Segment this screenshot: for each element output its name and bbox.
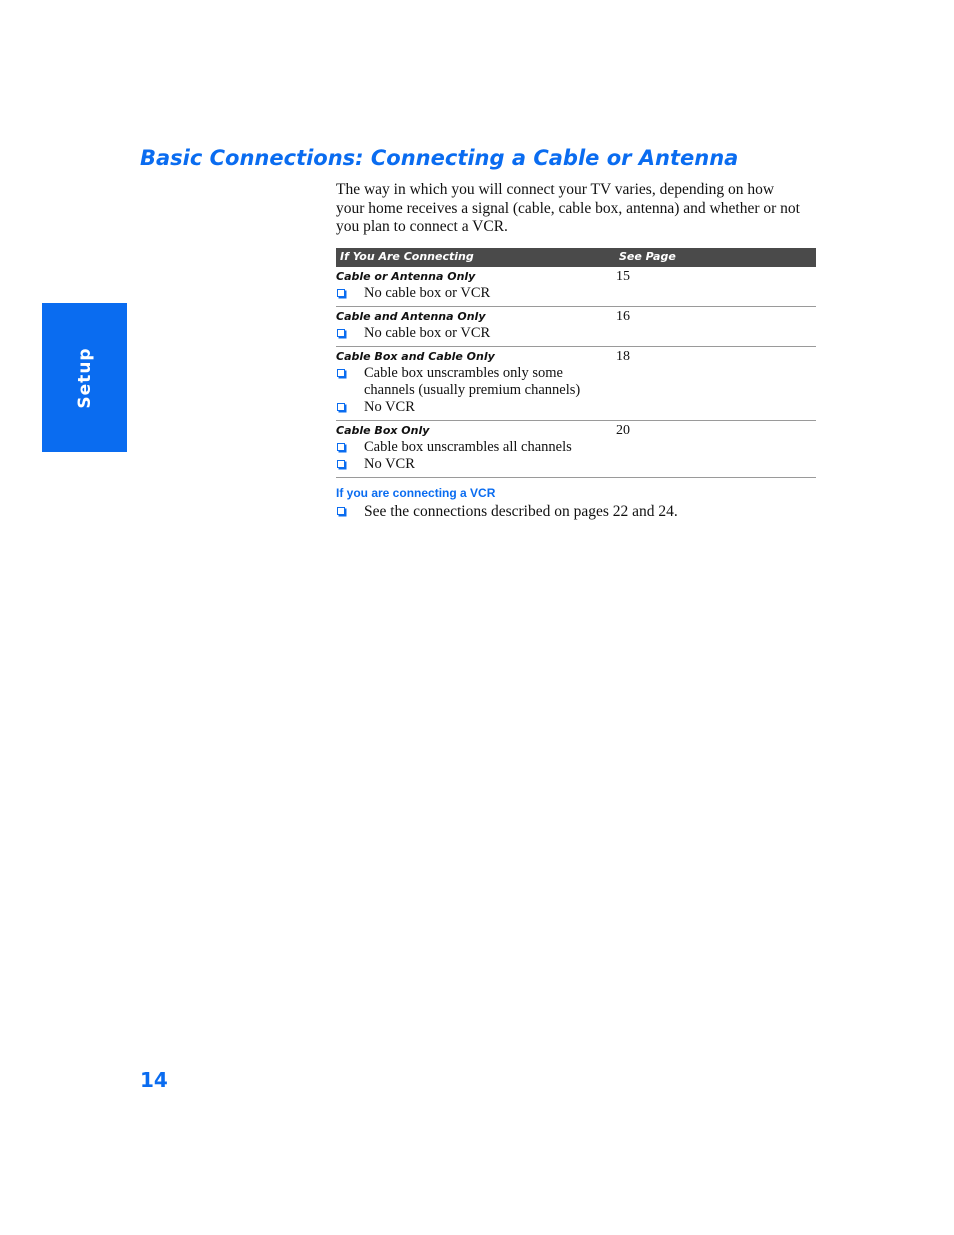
list-item: No VCR [336, 399, 611, 416]
table-row [336, 267, 816, 307]
row-page-number: 20 [616, 423, 630, 438]
table-row [336, 307, 816, 347]
table-header [336, 248, 816, 267]
row-label: Cable Box and Cable Only [336, 350, 495, 363]
row-label: Cable Box Only [336, 424, 430, 437]
page-title: Basic Connections: Connecting a Cable or Antenna [140, 146, 739, 170]
checkbox-bullet-icon [337, 289, 345, 297]
column-header-connecting: If You Are Connecting [340, 250, 474, 263]
row-page-number: 18 [616, 349, 630, 364]
row-bullet-list [336, 365, 611, 416]
checkbox-bullet-icon [337, 329, 345, 337]
row-page-number: 16 [616, 309, 630, 324]
list-item: Cable box unscrambles only some channels (usually premium channels) [336, 365, 611, 399]
checkbox-bullet-icon [337, 507, 345, 515]
list-item: No cable box or VCR [336, 285, 611, 302]
list-item: No cable box or VCR [336, 325, 611, 342]
table-row [336, 347, 816, 421]
row-bullet-list [336, 325, 611, 342]
vcr-section-heading: If you are connecting a VCR [336, 486, 496, 500]
section-tab-label: Setup [74, 346, 95, 409]
list-item: No VCR [336, 456, 611, 473]
row-bullet-list [336, 285, 611, 302]
checkbox-bullet-icon [337, 403, 345, 411]
checkbox-bullet-icon [337, 369, 345, 377]
table-row [336, 421, 816, 478]
row-label: Cable or Antenna Only [336, 270, 476, 283]
vcr-bullet-list [336, 503, 678, 521]
page-number: 14 [140, 1068, 168, 1092]
list-item: See the connections described on pages 22 and 24. [336, 503, 678, 521]
section-tab [42, 303, 127, 452]
intro-paragraph: The way in which you will connect your TV varies, depending on how your home receives a signal (cable, cable box, antenna) and whether or not you plan to connect a VCR. [336, 181, 800, 235]
row-label: Cable and Antenna Only [336, 310, 486, 323]
checkbox-bullet-icon [337, 460, 345, 468]
column-header-see-page: See Page [619, 250, 676, 263]
row-bullet-list [336, 439, 611, 473]
checkbox-bullet-icon [337, 443, 345, 451]
row-page-number: 15 [616, 269, 630, 284]
list-item: Cable box unscrambles all channels [336, 439, 611, 456]
connection-table [336, 248, 816, 478]
